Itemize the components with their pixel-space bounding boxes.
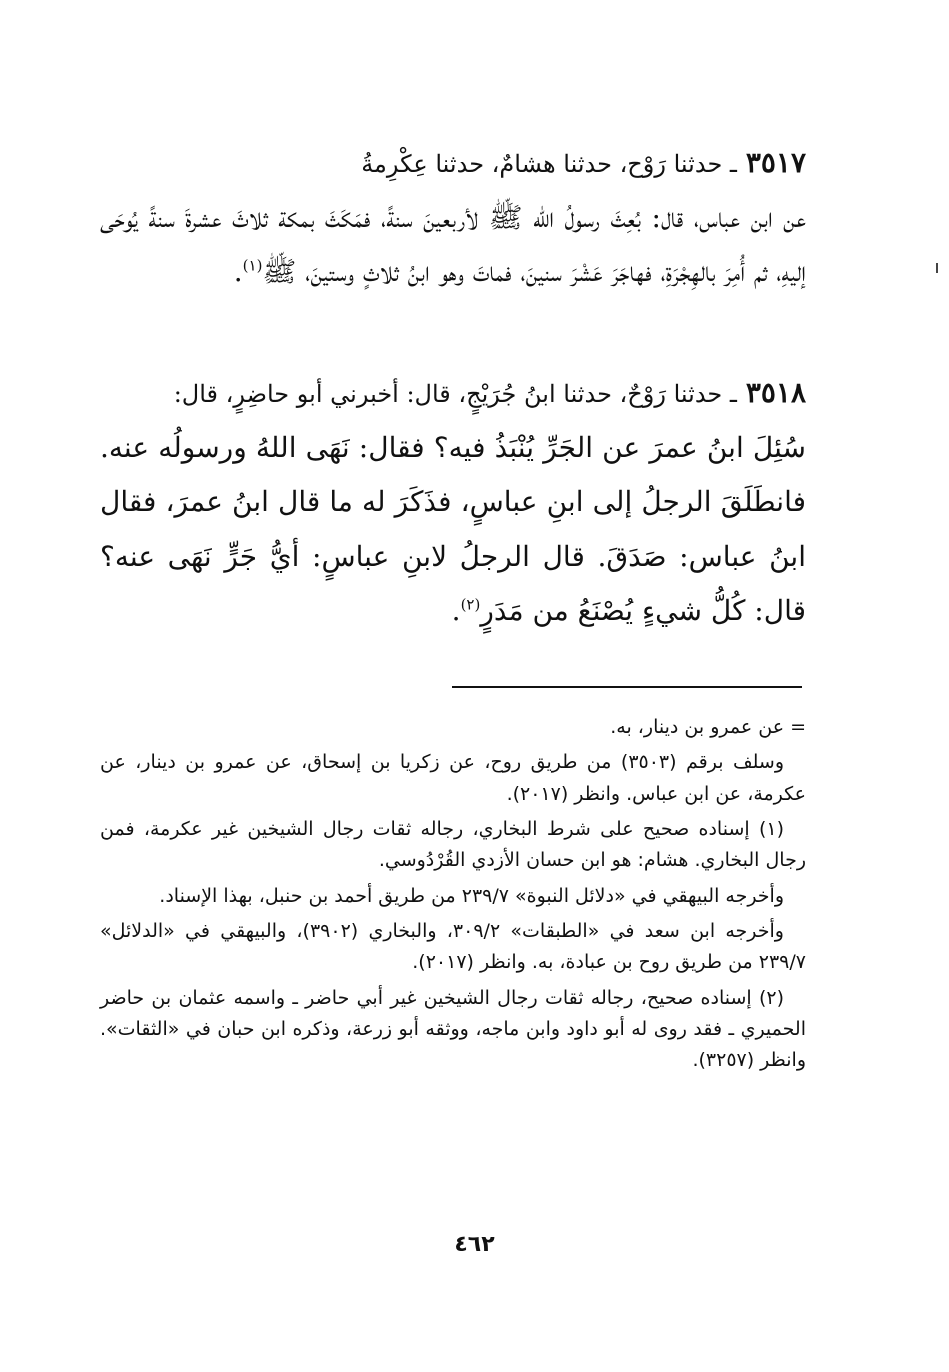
footnote-paragraph: وسلف برقم (٣٥٠٣) من طريق روح، عن زكريا بن إسحاق، عن عمرو بن دينار، عن عكرمة، عن ابن عباس. وانظر (٢٠١٧). <box>100 751 806 805</box>
hadith-3518-isnad-line <box>100 366 806 421</box>
hadith-isnad: ـ حدثنا رَوْحٌ، حدثنا ابنُ جُرَيْجٍ، قال: أخبرني أبو حاضِرٍ، قال: <box>173 380 737 408</box>
footnote-paragraph: (٢) إسناده صحيح، رجاله ثقات رجال الشيخين غير أبي حاضر ـ واسمه عثمان بن حاضر الحميري ـ فقد روى له أبو داود وابن ماجه، ووثقه أبو زرعة، وذكره ابن حبان في «الثقات». وانظر (٣٢٥٧). <box>100 986 806 1072</box>
hadith-isnad: ـ حدثنا رَوْح، حدثنا هشامٌ، حدثنا عِكْرِمةُ <box>361 150 737 178</box>
footnotes <box>100 712 806 1081</box>
footnote-paragraph: وأخرجه البيهقي في «دلائل النبوة» ٢٣٩/٧ من طريق أحمد بن حنبل، بهذا الإسناد. <box>159 884 784 907</box>
hadith-3517-text <box>100 191 806 300</box>
hadith-end-mark: . <box>233 255 243 289</box>
hadith-3518-text <box>100 421 806 639</box>
footnote-paragraph: = عن عمرو بن دينار، به. <box>610 716 806 738</box>
footnote-divider <box>452 686 802 688</box>
hadith-3517 <box>100 136 806 300</box>
hadith-number: ٣٥١٧ <box>745 146 806 179</box>
hadith-end-mark: . <box>451 594 461 628</box>
footnote-paragraph: (١) إسناده صحيح على شرط البخاري، رجاله ثقات رجال الشيخين غير عكرمة، فمن رجال البخاري. هشام: هو ابن حسان الأزدي القُرْدُوسي. <box>100 818 806 872</box>
hadith-3517-isnad-line <box>100 136 806 191</box>
footnote-paragraph: وأخرجه ابن سعد في «الطبقات» ٣٠٩/٢، والبخاري (٣٩٠٢)، والبيهقي في «الدلائل» ٢٣٩/٧ من طريق روح بن عبادة، به. وانظر (٢٠١٧). <box>100 920 806 974</box>
hadith-matn: عن ابن عباس، قال: بُعِثَ رسولُ الله ﷺ لأربعينَ سنةً، فمَكَثَ بمكة ثلاثَ عشرةَ سنةً يُوحَى إليهِ، ثم أُمِرَ بالهِجْرَةِ، فهاجَرَ عَشْرَ سنينَ، فماتَ وهو ابنُ ثلاثٍ وستينَ، ﷺ <box>100 200 806 289</box>
hadith-3518 <box>100 366 806 639</box>
footnote-ref: (٢) <box>460 596 481 615</box>
hadith-matn: سُئِلَ ابنُ عمرَ عن الجَرِّ يُنْبَذُ فيه؟ فقال: نَهَى اللهُ ورسولُه عنه. فانطَلَقَ الرجلُ إلى ابنِ عباسٍ، فذَكَرَ له ما قال ابنُ عمرَ، فقال ابنُ عباس: صَدَقَ. قال الرجلُ لابنِ عباسٍ: أيُّ جَرٍّ نَهَى عنه؟ قال: كُلُّ شيءٍ يُصْنَعُ من مَدَرٍ <box>100 430 806 628</box>
hadith-number: ٣٥١٨ <box>745 376 806 409</box>
page-number: ٤٦٢ <box>454 1232 495 1257</box>
footnote-ref: (١) <box>242 256 263 275</box>
scan-edge-mark <box>936 263 938 273</box>
